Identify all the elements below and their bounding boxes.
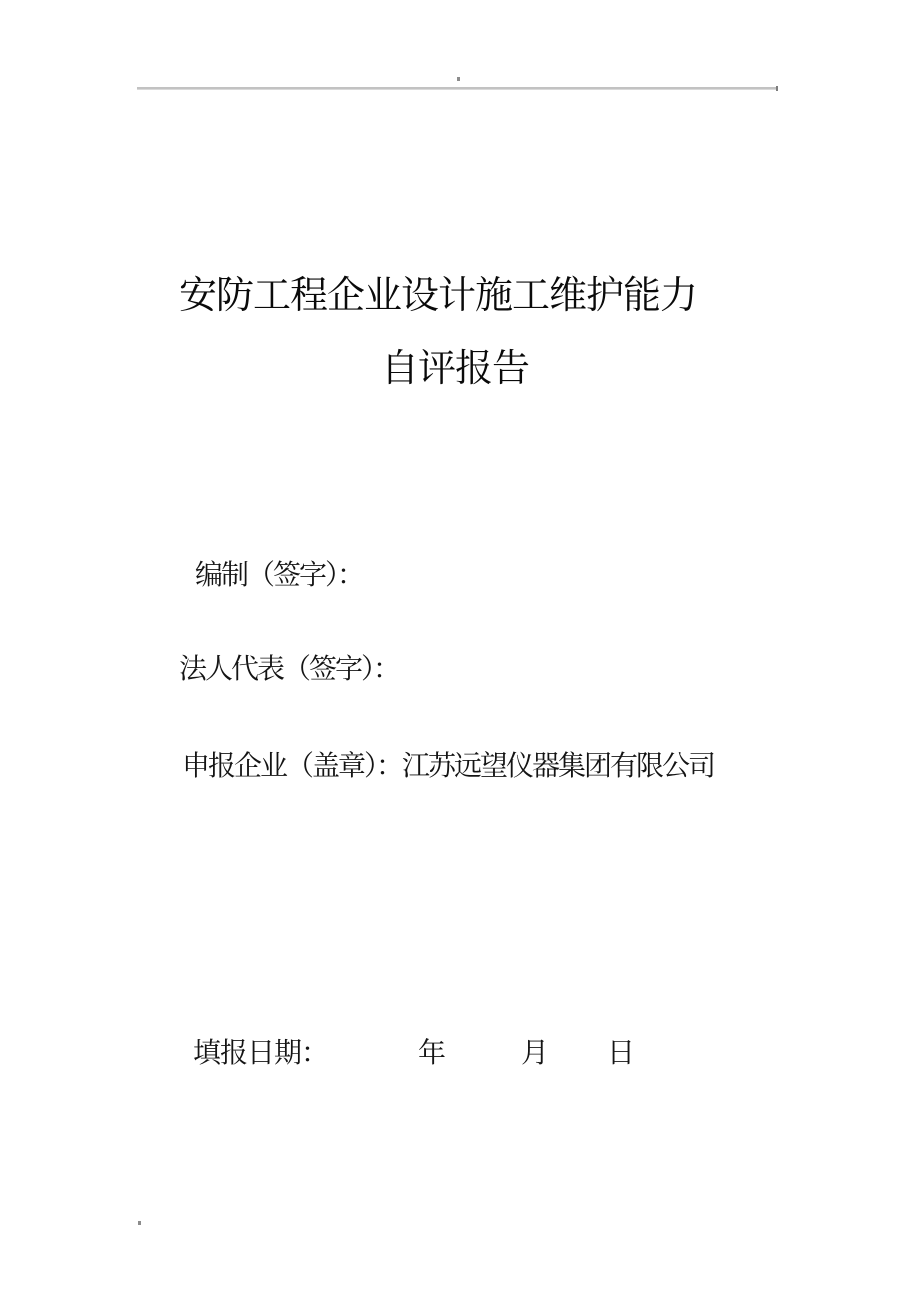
filing-date-year-char: 年 [418, 1038, 447, 1069]
applicant-company-line [182, 751, 714, 783]
prepared-by-signature-line: 编制（签字）： [195, 560, 364, 591]
applicant-company-name: 江苏远望仪器集团有限公司 [402, 751, 715, 782]
document-title-line1: 安防工程企业设计施工维护能力 [179, 275, 698, 317]
header-divider-line [137, 87, 778, 90]
legal-representative-signature-line: 法人代表（签字）： [179, 654, 400, 685]
filing-date-month-char: 月 [521, 1038, 550, 1069]
filing-date-line [0, 1038, 920, 1072]
document-title-line2: 自评报告 [381, 348, 530, 390]
stray-mark-top [457, 77, 460, 81]
filing-date-label: 填报日期： [193, 1038, 329, 1069]
divider-end-tick [776, 86, 778, 91]
filing-date-day-char: 日 [607, 1038, 636, 1069]
applicant-company-label: 申报企业（盖章）： [182, 751, 403, 782]
stray-mark-bottom [138, 1221, 141, 1225]
